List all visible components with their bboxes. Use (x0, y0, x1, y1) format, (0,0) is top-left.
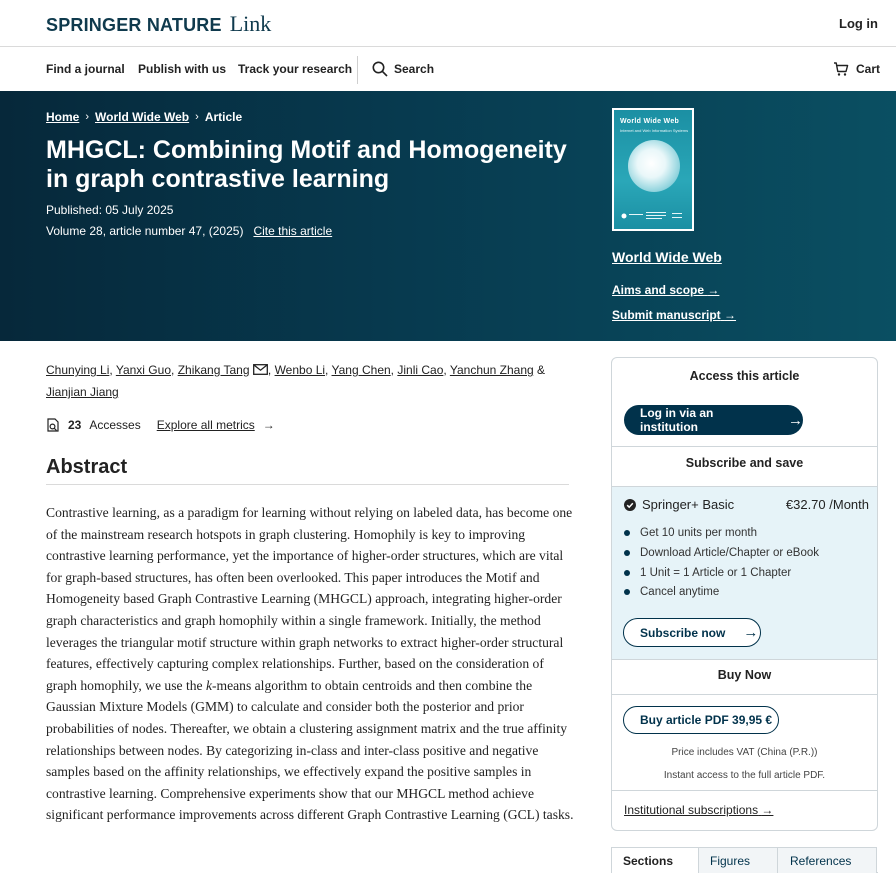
volume-text: Volume 28, article number 47, (2025) (46, 224, 244, 238)
aims-scope-link[interactable] (612, 283, 719, 297)
tab-sections[interactable]: Sections (611, 847, 699, 873)
abstract-text-part1: Contrastive learning, as a paradigm for learning without relying on labeled data, has become one of the mainstream research hotspots in graph clustering. Homophily is key to improving contrastive learning performance, yet the importance of higher-order structures, which are vital for graph-based structures, has often been overlooked. This paper introduces the Motif and Homogeneity based Graph Contrastive Learning (MHGCL) approach, integrating higher-order graph characteristics and graph homophily within a single framework. Initially, the method leverages the triangular motif structure within graph networks to extract higher-order structural features, effectively capturing complex relationships. Further, based on the consideration of graph homophily, we use the (46, 505, 573, 693)
arrow-right-icon: → (724, 308, 737, 322)
nav-divider (357, 56, 358, 84)
arrow-right-icon: → (788, 411, 803, 429)
abstract-k: k (205, 677, 212, 693)
accesses-icon (46, 418, 60, 432)
arrow-right-icon: → (743, 624, 759, 641)
article-tabs (611, 847, 878, 873)
author-separator: , (109, 363, 113, 377)
subscribe-now-label: Subscribe now (640, 625, 726, 640)
cover-title: World Wide Web (620, 118, 680, 125)
logo-brand-text: SPRINGER NATURE (46, 15, 222, 35)
search-icon[interactable] (372, 61, 388, 82)
nav-publish[interactable]: Publish with us (138, 62, 227, 76)
accesses-label: Accesses (89, 418, 141, 432)
cover-subtitle: Internet and Web Information Systems (620, 128, 689, 133)
chevron-right-icon: › (195, 111, 199, 123)
explore-metrics-link[interactable]: Explore all metrics (156, 418, 255, 432)
springer-nature-logo[interactable] (46, 11, 271, 37)
volume-info (46, 224, 332, 238)
subscribe-heading: Subscribe and save (685, 456, 804, 470)
plan-bullet-text: Get 10 units per month (640, 527, 757, 539)
journal-name-link[interactable]: World Wide Web (612, 249, 722, 265)
aims-scope-label: Aims and scope (612, 283, 705, 297)
nav-track-research[interactable]: Track your research (238, 62, 353, 76)
author-separator: , (171, 363, 175, 377)
plan-row (624, 497, 869, 512)
nav-search[interactable]: Search (394, 62, 435, 76)
journal-cover[interactable] (612, 108, 694, 231)
author-separator: , (267, 363, 272, 377)
bullet-dot-icon (624, 570, 630, 576)
arrow-right-icon: → (262, 418, 275, 432)
submit-manuscript-link[interactable] (612, 308, 736, 322)
arrow-right-icon: → (707, 283, 720, 297)
logo-link-text: Link (229, 11, 272, 36)
cover-footer-graphic (620, 210, 686, 224)
access-heading: Access this article (689, 369, 800, 383)
nav-find-journal[interactable]: Find a journal (46, 62, 125, 76)
article-metrics (46, 418, 275, 432)
inst-subs-label: Institutional subscriptions (624, 803, 759, 817)
bullet-dot-icon (624, 530, 630, 536)
arrow-right-icon: → (761, 803, 774, 817)
author-link[interactable]: Wenbo Li (274, 363, 326, 377)
author-link[interactable]: Yang Chen (331, 363, 391, 377)
plan-bullet-text: Cancel anytime (640, 586, 720, 598)
envelope-icon[interactable] (253, 364, 268, 375)
author-list (46, 359, 556, 403)
login-institution-label: Log in via an institution (640, 406, 714, 434)
article-title: MHGCL: Combining Motif and Homogeneity in graph contrastive learning (46, 136, 567, 193)
author-separator: , (390, 363, 395, 377)
bullet-dot-icon (624, 550, 630, 556)
abstract-heading: Abstract (46, 456, 128, 478)
submit-manuscript-label: Submit manuscript (612, 308, 721, 322)
chevron-right-icon: › (85, 111, 90, 123)
plan-bullet-text: 1 Unit = 1 Article or 1 Chapter (640, 567, 792, 579)
plan-bullet (624, 567, 791, 579)
login-link[interactable]: Log in (839, 16, 878, 31)
abstract-divider (46, 484, 569, 485)
buy-pdf-button[interactable] (623, 706, 779, 734)
abstract-text (46, 502, 574, 826)
author-ampersand: & (537, 363, 546, 377)
card-divider (612, 446, 877, 447)
author-link[interactable]: Jianjian Jiang (46, 385, 119, 399)
abstract-text-part2: -means algorithm to obtain centroids and then combine the Gaussian Mixture Models (GMM) to calculate and consider both the posterior and prior probabilities of nodes. Thereafter, we obtain a clustering assignment matrix and the true affinity relationships between nodes. By categorizing in-class and inter-class positive and negative samples based on the affinity relationships, we effectively expand the positive samples in contrastive learning. Comprehensive experiments show that our MHGCL method achieve significant performance improvements across different Graph Contrastive Learning (GCL) tasks. (46, 677, 574, 823)
article-hero (0, 91, 896, 341)
card-divider (612, 659, 877, 660)
subscription-box (612, 486, 877, 659)
login-institution-button[interactable] (624, 405, 803, 435)
breadcrumb (46, 110, 242, 124)
vat-note: Price includes VAT (China (P.R.)) (671, 747, 818, 758)
cart-icon[interactable] (833, 61, 849, 82)
plan-bullet (624, 547, 819, 559)
author-link[interactable]: Chunying Li (46, 363, 110, 377)
accesses-count: 23 (68, 418, 82, 432)
tab-references[interactable]: References (777, 847, 877, 873)
cover-globe-image (628, 140, 680, 192)
tab-figures[interactable]: Figures (698, 847, 778, 873)
author-link[interactable]: Yanxi Guo (115, 363, 171, 377)
author-separator: , (443, 363, 447, 377)
plan-bullet-text: Download Article/Chapter or eBook (640, 547, 819, 559)
plan-bullet (624, 527, 757, 539)
card-divider (612, 790, 877, 791)
subscribe-now-button[interactable] (623, 618, 761, 647)
author-link[interactable]: Jinli Cao (397, 363, 444, 377)
access-card (611, 357, 878, 831)
breadcrumb-home[interactable]: Home (46, 110, 80, 124)
author-link[interactable]: Yanchun Zhang (449, 363, 534, 377)
breadcrumb-current: Article (204, 110, 243, 124)
author-separator: , (325, 363, 329, 377)
buy-now-heading: Buy Now (717, 668, 772, 682)
plan-price: €32.70 /Month (785, 497, 869, 512)
plan-bullet (624, 586, 719, 598)
plan-name: Springer+ Basic (642, 497, 735, 512)
check-circle-icon (624, 499, 636, 511)
breadcrumb-journal[interactable]: World Wide Web (95, 110, 190, 124)
cite-article-link[interactable]: Cite this article (253, 224, 333, 238)
top-bar (0, 0, 896, 47)
buy-pdf-label: Buy article PDF 39,95 € (640, 713, 773, 727)
nav-cart[interactable]: Cart (856, 62, 881, 76)
institutional-subscriptions-link[interactable] (624, 803, 773, 817)
author-link[interactable]: Zhikang Tang (177, 363, 250, 377)
bullet-dot-icon (624, 589, 630, 595)
card-divider (612, 694, 877, 695)
published-date: Published: 05 July 2025 (46, 203, 174, 217)
main-nav (0, 47, 896, 91)
instant-access-note: Instant access to the full article PDF. (663, 770, 826, 781)
